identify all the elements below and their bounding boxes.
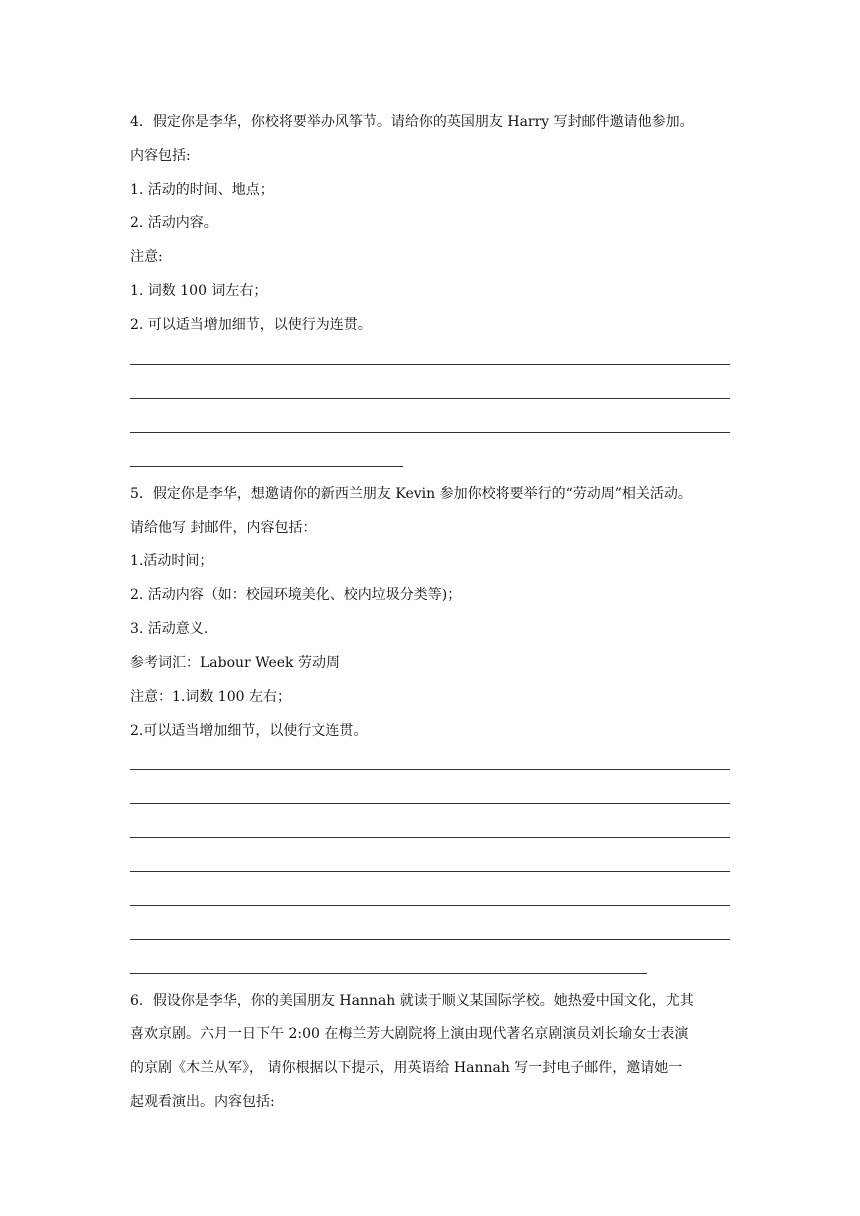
answer-line xyxy=(130,769,730,770)
answer-line xyxy=(130,398,730,399)
question-4-line: 1. 活动的时间、地点； xyxy=(130,182,274,198)
answer-line xyxy=(130,837,730,838)
answer-line-short xyxy=(130,973,647,974)
question-6-line: 的京剧《木兰从军》， 请你根据以下提示，用英语给 Hannah 写一封电子邮件，邀请她一 xyxy=(130,1060,683,1076)
question-4-line: 2. 活动内容。 xyxy=(130,215,218,231)
answer-line xyxy=(130,905,730,906)
question-5-line: 参考词汇：Labour Week 劳动周 xyxy=(130,655,340,671)
question-4-line: 1. 词数 100 词左右； xyxy=(130,283,268,299)
answer-line xyxy=(130,871,730,872)
answer-line-short xyxy=(130,466,403,467)
question-5-line: 请给他写 封邮件，内容包括： xyxy=(130,520,317,536)
question-6-line: 起观看演出。内容包括: xyxy=(130,1094,275,1110)
question-4-line: 注意: xyxy=(130,249,163,265)
question-5-line: 1.活动时间； xyxy=(130,553,214,569)
question-4-title: 4．假定你是李华，你校将要举办风筝节。请给你的英国朋友 Harry 写封邮件邀请他参加。 xyxy=(130,114,694,130)
answer-line xyxy=(130,803,730,804)
question-5-line: 2. 活动内容（如：校园环境美化、校内垃圾分类等)； xyxy=(130,587,462,603)
question-6-line: 6．假设你是李华，你的美国朋友 Hannah 就读于顺义某国际学校。她热爱中国文化，尤其 xyxy=(130,993,694,1009)
question-5-line: 2.可以适当增加细节，以使行文连贯。 xyxy=(130,723,368,739)
answer-line xyxy=(130,432,730,433)
question-5-line: 3. 活动意义. xyxy=(130,621,209,637)
question-4-line: 2. 可以适当增加细节，以使行为连贯。 xyxy=(130,317,372,333)
answer-line xyxy=(130,939,730,940)
question-4-line: 内容包括: xyxy=(130,148,191,164)
question-5-line: 注意：1.词数 100 左右； xyxy=(130,689,291,705)
answer-line xyxy=(130,364,730,365)
question-5-title: 5．假定你是李华，想邀请你的新西兰朋友 Kevin 参加你校将要举行的“劳动周”相关活动。 xyxy=(130,486,692,502)
question-6-line: 喜欢京剧。六月一日下午 2:00 在梅兰芳大剧院将上演由现代著名京剧演员刘长瑜女士表演 xyxy=(130,1026,689,1042)
